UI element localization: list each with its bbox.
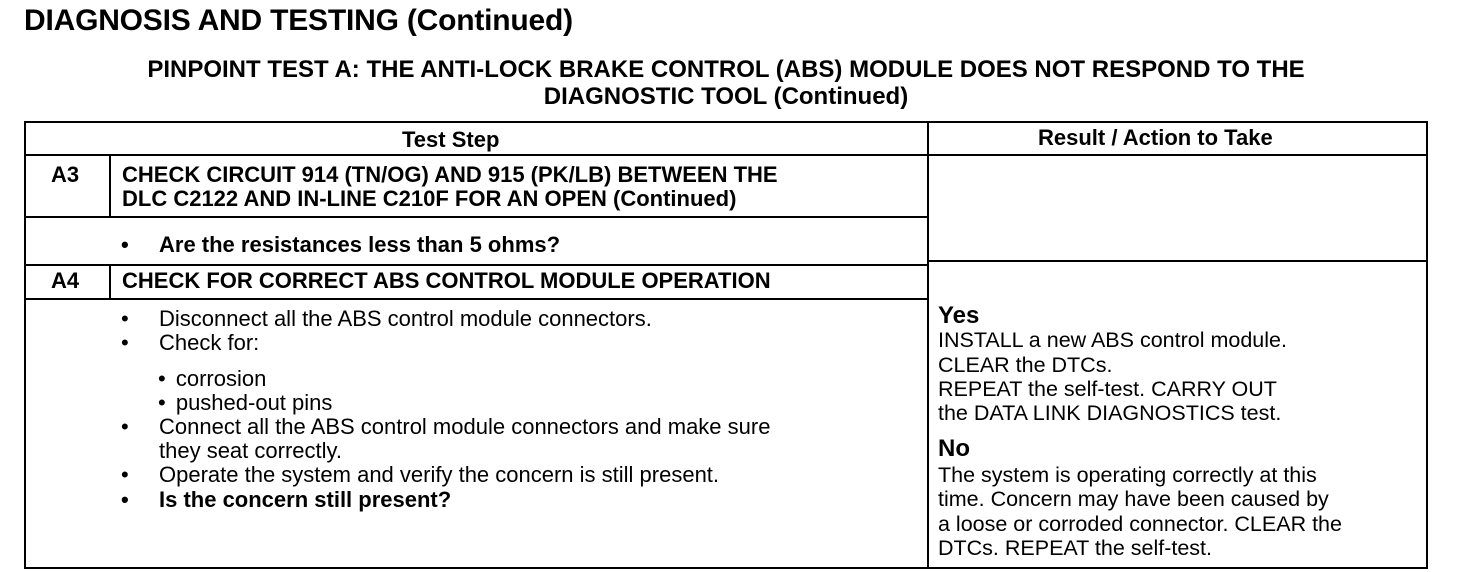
a3-title-line-2: DLC C2122 AND IN-LINE C210F FOR AN OPEN (Continued) <box>122 186 737 211</box>
a4-item-2: • Check for: <box>121 330 260 355</box>
header-divider <box>26 154 1426 156</box>
step-id-a3: A3 <box>51 162 80 187</box>
a4-title: CHECK FOR CORRECT ABS CONTROL MODULE OPERATION <box>122 268 771 293</box>
a4-sub-item-1: • corrosion <box>158 366 267 391</box>
a4-item-4: • Operate the system and verify the concern is still present. <box>121 462 720 487</box>
column-divider <box>927 123 929 567</box>
header-test-step: Test Step <box>402 127 500 152</box>
bullet-icon: • <box>121 487 129 512</box>
bullet-icon: • <box>121 232 129 257</box>
a3-title-line-1: CHECK CIRCUIT 914 (TN/OG) AND 915 (PK/LB) BETWEEN THE <box>122 162 778 187</box>
bullet-icon: • <box>121 330 129 355</box>
a3-a4-divider-left <box>26 264 927 266</box>
result-yes-line-3: REPEAT the self-test. CARRY OUT <box>938 377 1277 401</box>
a4-id-divider <box>109 264 111 300</box>
a3-title-divider <box>26 216 927 218</box>
a4-item-3-cont: they seat correctly. <box>159 438 342 463</box>
test-title-line-1: PINPOINT TEST A: THE ANTI-LOCK BRAKE CONTROL (ABS) MODULE DOES NOT RESPOND TO THE <box>147 56 1305 83</box>
result-no-label: No <box>938 435 970 462</box>
a4-item-3: • Connect all the ABS control module connectors and make sure <box>121 414 771 439</box>
a3-question: • Are the resistances less than 5 ohms? <box>121 232 561 257</box>
bullet-icon: • <box>121 462 129 487</box>
a3-a4-divider-right <box>927 260 1426 262</box>
pinpoint-test-title <box>24 56 1428 110</box>
result-no-line-3: a loose or corroded connector. CLEAR the <box>938 512 1342 536</box>
result-yes-line-4: the DATA LINK DIAGNOSTICS test. <box>938 401 1282 425</box>
a3-id-divider <box>109 154 111 218</box>
pinpoint-test-table <box>24 121 1428 569</box>
step-id-a4: A4 <box>51 268 80 293</box>
a4-item-1: • Disconnect all the ABS control module connectors. <box>121 306 652 331</box>
bullet-icon: • <box>158 366 166 391</box>
a4-title-divider <box>26 298 927 300</box>
result-yes-label: Yes <box>938 302 980 329</box>
result-no-line-4: DTCs. REPEAT the self-test. <box>938 536 1212 560</box>
bullet-icon: • <box>158 390 166 415</box>
bullet-icon: • <box>121 414 129 439</box>
result-yes-line-2: CLEAR the DTCs. <box>938 353 1113 377</box>
result-no-line-1: The system is operating correctly at this <box>938 463 1317 487</box>
result-yes-line-1: INSTALL a new ABS control module. <box>938 328 1287 352</box>
a4-sub-item-2: • pushed-out pins <box>158 390 333 415</box>
test-title-line-2: DIAGNOSTIC TOOL (Continued) <box>543 83 909 110</box>
header-result: Result / Action to Take <box>1038 125 1273 150</box>
bullet-icon: • <box>121 306 129 331</box>
a4-question: • Is the concern still present? <box>121 487 452 512</box>
result-no-line-2: time. Concern may have been caused by <box>938 487 1329 511</box>
page-title: DIAGNOSIS AND TESTING (Continued) <box>24 4 573 37</box>
